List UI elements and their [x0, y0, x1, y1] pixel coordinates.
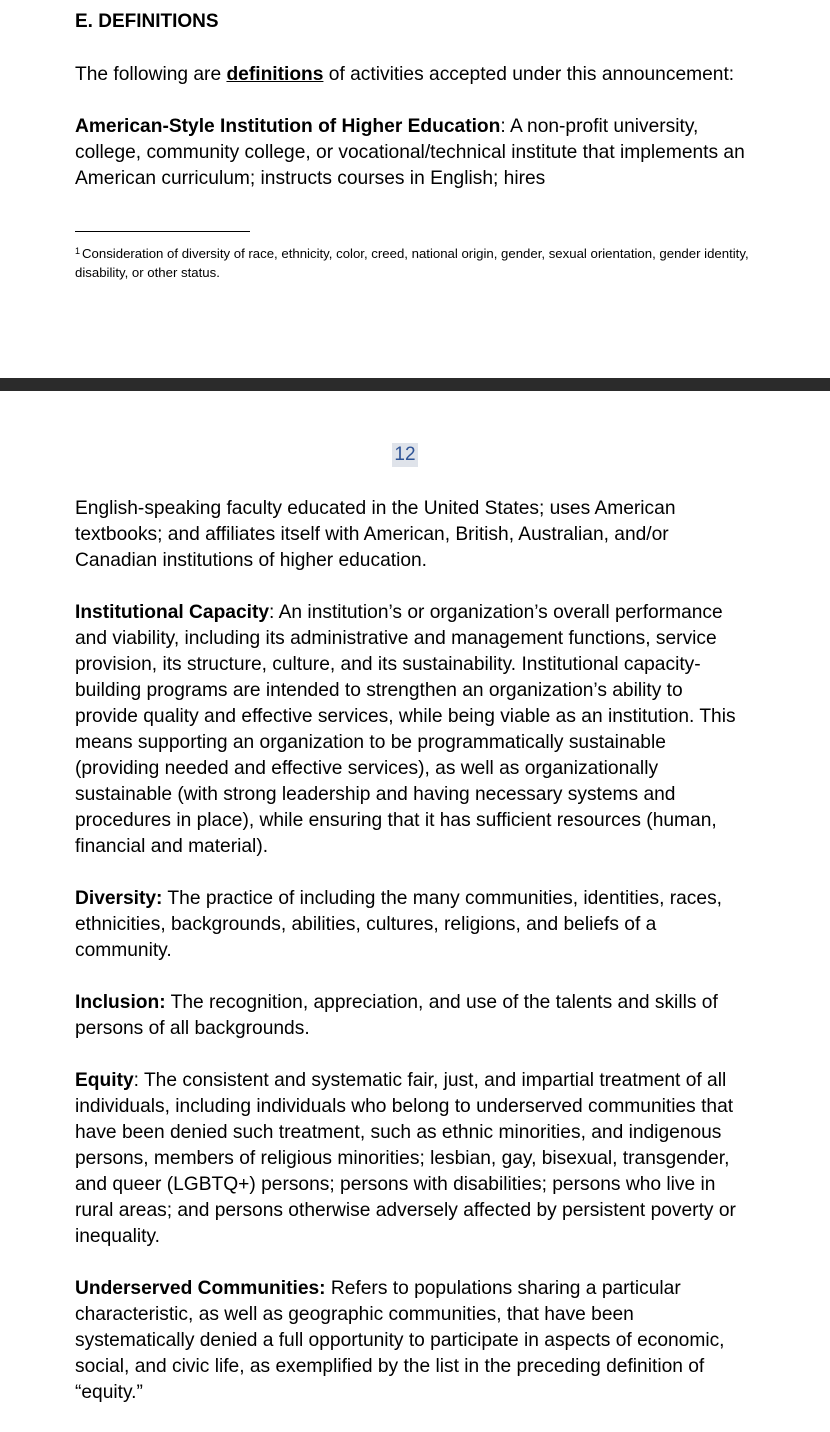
definition-term: Institutional Capacity	[75, 602, 270, 623]
definition-text: : The consistent and systematic fair, just, and impartial treatment of all individuals, including individuals who belong to underserved communities that have been denied such treatment, such as ethnic minorities, and indigenous persons, members of religious minorities; lesbian, gay, bisexual, transgender, and queer (LGBTQ+) persons; persons with disabilities; persons who live in rural areas; and persons otherwise adversely affected by persistent poverty or inequality.	[75, 1070, 736, 1247]
footnote-separator	[75, 231, 250, 232]
definition-american-style	[75, 114, 745, 192]
definition-text: Refers to populations sharing a particular characteristic, as well as geographic communities, that have been systematically denied a full opportunity to participate in aspects of economic, social, and civic life, as exemplified by the list in the preceding definition of “equity.”	[75, 1278, 725, 1403]
page-number: 12	[392, 443, 418, 467]
definition-text: : A non-profit university, college, community college, or vocational/technical institute that implements an American curriculum; instructs courses in English; hires	[75, 116, 745, 189]
document-page-bottom	[0, 391, 830, 1420]
footnote	[75, 242, 755, 282]
document-page-top	[0, 0, 830, 378]
footnote-text: Consideration of diversity of race, ethnicity, color, creed, national origin, gender, sexual orientation, gender identity, disability, or other status.	[75, 246, 749, 280]
definition-text: : An institution’s or organization’s overall performance and viability, including its administrative and management functions, service provision, its structure, culture, and its sustainability. Institutional capacity-building programs are intended to strengthen an organization’s ability to provide quality and effective services, while being viable as an institution. This means supporting an organization to be programmatically sustainable (providing needed and effective services), as well as organizationally sustainable (with strong leadership and having necessary systems and procedures in place), while ensuring that it has sufficient resources (human, financial and material).	[75, 602, 736, 857]
definition-institutional-capacity	[75, 600, 745, 860]
section-heading: E. DEFINITIONS	[75, 11, 219, 32]
footnote-marker: 1	[75, 246, 81, 256]
definition-inclusion	[75, 990, 745, 1042]
definition-term: American-Style Institution of Higher Education	[75, 116, 501, 137]
page-break-bar	[0, 378, 830, 391]
definition-term: Underserved Communities:	[75, 1278, 326, 1299]
intro-paragraph: The following are definitions of activities accepted under this announcement:	[75, 64, 735, 85]
definition-term: Inclusion:	[75, 992, 166, 1013]
definitions-link[interactable]: definitions	[226, 64, 324, 85]
definition-diversity	[75, 886, 745, 964]
top-page-body	[75, 62, 745, 218]
definition-term: Equity	[75, 1070, 134, 1091]
definition-text: The recognition, appreciation, and use of the talents and skills of persons of all backgrounds.	[75, 992, 718, 1039]
definition-underserved-communities	[75, 1276, 745, 1406]
definition-text: The practice of including the many communities, identities, races, ethnicities, backgrounds, abilities, cultures, religions, and beliefs of a community.	[75, 888, 723, 961]
continuation-paragraph: English-speaking faculty educated in the United States; uses American textbooks; and affiliates itself with American, British, Australian, and/or Canadian institutions of higher education.	[75, 498, 676, 571]
definition-equity	[75, 1068, 745, 1250]
definition-term: Diversity:	[75, 888, 163, 909]
bottom-page-body	[75, 496, 745, 1432]
